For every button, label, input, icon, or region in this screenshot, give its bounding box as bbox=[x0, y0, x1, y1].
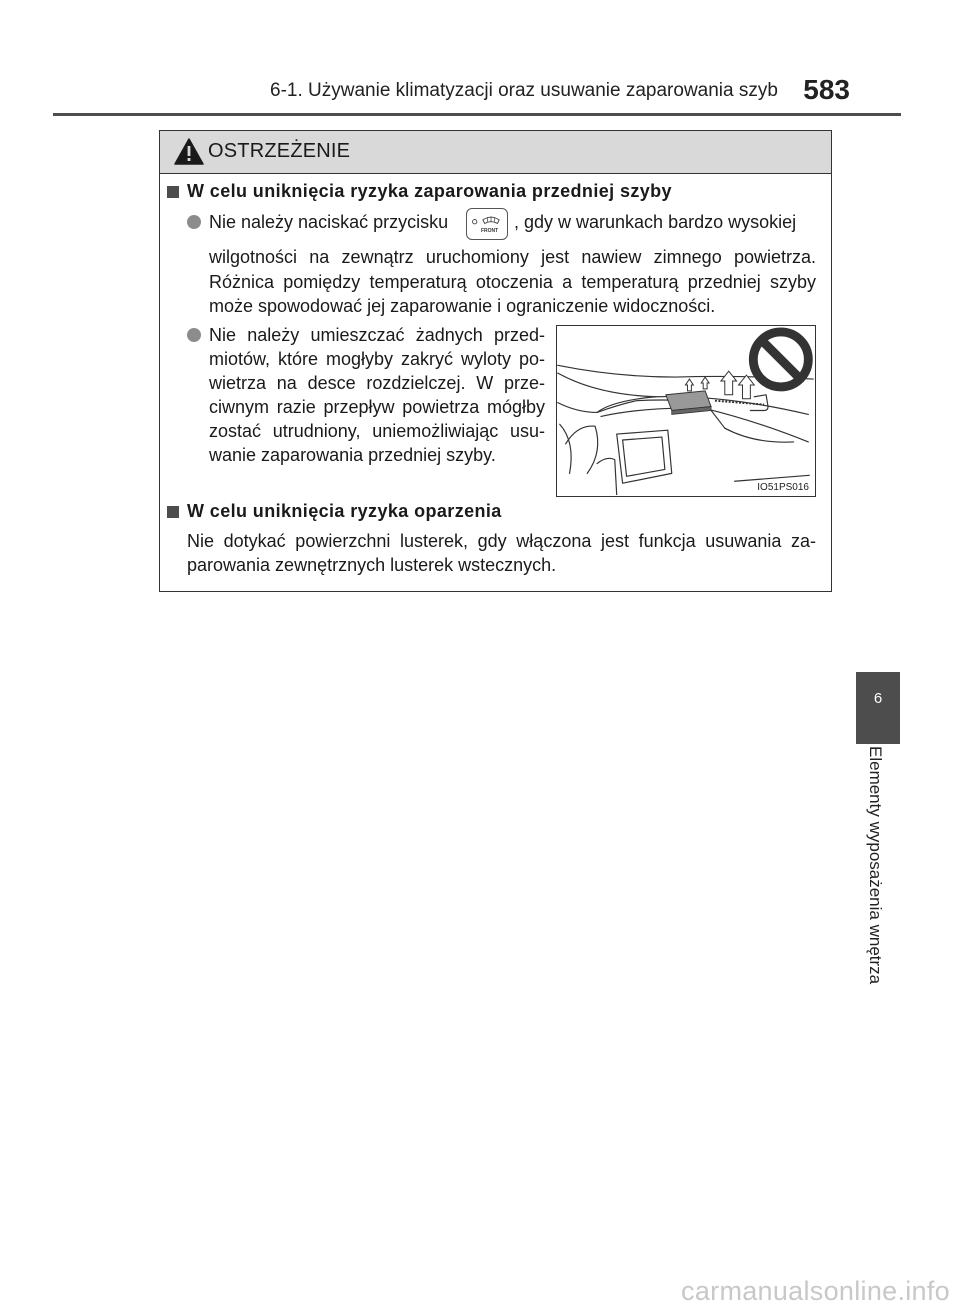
bullet1-line1-before: Nie należy naciskać przycisku bbox=[209, 212, 449, 232]
page-number: 583 bbox=[803, 74, 850, 105]
bullet1-line1-after: , gdy w warunkach bardzo wysokiej bbox=[514, 212, 797, 232]
chapter-label bbox=[860, 746, 890, 1026]
section2-title: W celu uniknięcia ryzyka oparzenia bbox=[187, 501, 502, 521]
illustration-code: IO51PS016 bbox=[757, 482, 809, 493]
warning-triangle-icon bbox=[174, 138, 204, 165]
header-section-title: 6-1. Używanie klimatyzacji oraz usuwanie zaparowania szyb bbox=[270, 80, 778, 101]
section2-line1: Nie dotykać powierzchni lusterek, gdy włączona jest funkcja usuwania za- bbox=[187, 531, 816, 551]
bullet1-line2: wilgotności na zewnątrz uruchomiony jest nawiew zimnego powietrza. bbox=[209, 247, 816, 267]
chapter-tab bbox=[856, 672, 900, 744]
header-rule bbox=[53, 113, 901, 116]
bullet1-line3: Różnica pomiędzy temperaturą otoczenia a temperaturą przedniej szyby bbox=[209, 272, 816, 292]
dashboard-vents-drawing bbox=[557, 326, 814, 495]
bullet2-line: wietrza na desce rozdzielczej. W prze- bbox=[209, 373, 545, 393]
bullet2-line: miotów, które mogłyby zakryć wyloty po- bbox=[209, 349, 545, 369]
chapter-number: 6 bbox=[873, 690, 883, 707]
bullet2-line: wanie zaparowania przedniej szyby. bbox=[209, 445, 496, 465]
bullet2-line: Nie należy umieszczać żadnych przed- bbox=[209, 325, 545, 345]
section2-line2: parowania zewnętrznych lusterek wstecznych. bbox=[187, 555, 557, 575]
bullet1-dot bbox=[187, 215, 201, 229]
bullet1-line4: może spowodować jej zaparowanie i ograniczenie widoczności. bbox=[209, 296, 716, 316]
section2-bullet bbox=[167, 506, 179, 518]
chapter-label-text: Elementy wyposażenia wnętrza bbox=[866, 746, 885, 985]
section1-title: W celu uniknięcia ryzyka zaparowania przedniej szyby bbox=[187, 181, 672, 201]
bullet2-dot bbox=[187, 328, 201, 342]
front-defroster-button bbox=[466, 208, 508, 240]
section1-bullet bbox=[167, 186, 179, 198]
front-button-label: FRONT bbox=[481, 228, 499, 234]
bullet2-line: zostać utrudniony, uniemożliwiając usu- bbox=[209, 421, 545, 441]
watermark: carmanualsonline.info bbox=[681, 1276, 950, 1306]
warning-header bbox=[160, 131, 831, 174]
warning-title: OSTRZEŻENIE bbox=[208, 140, 351, 162]
dashboard-illustration bbox=[556, 325, 816, 497]
bullet2-line: ciwnym razie przepływ powietrza mógłby bbox=[209, 397, 545, 417]
